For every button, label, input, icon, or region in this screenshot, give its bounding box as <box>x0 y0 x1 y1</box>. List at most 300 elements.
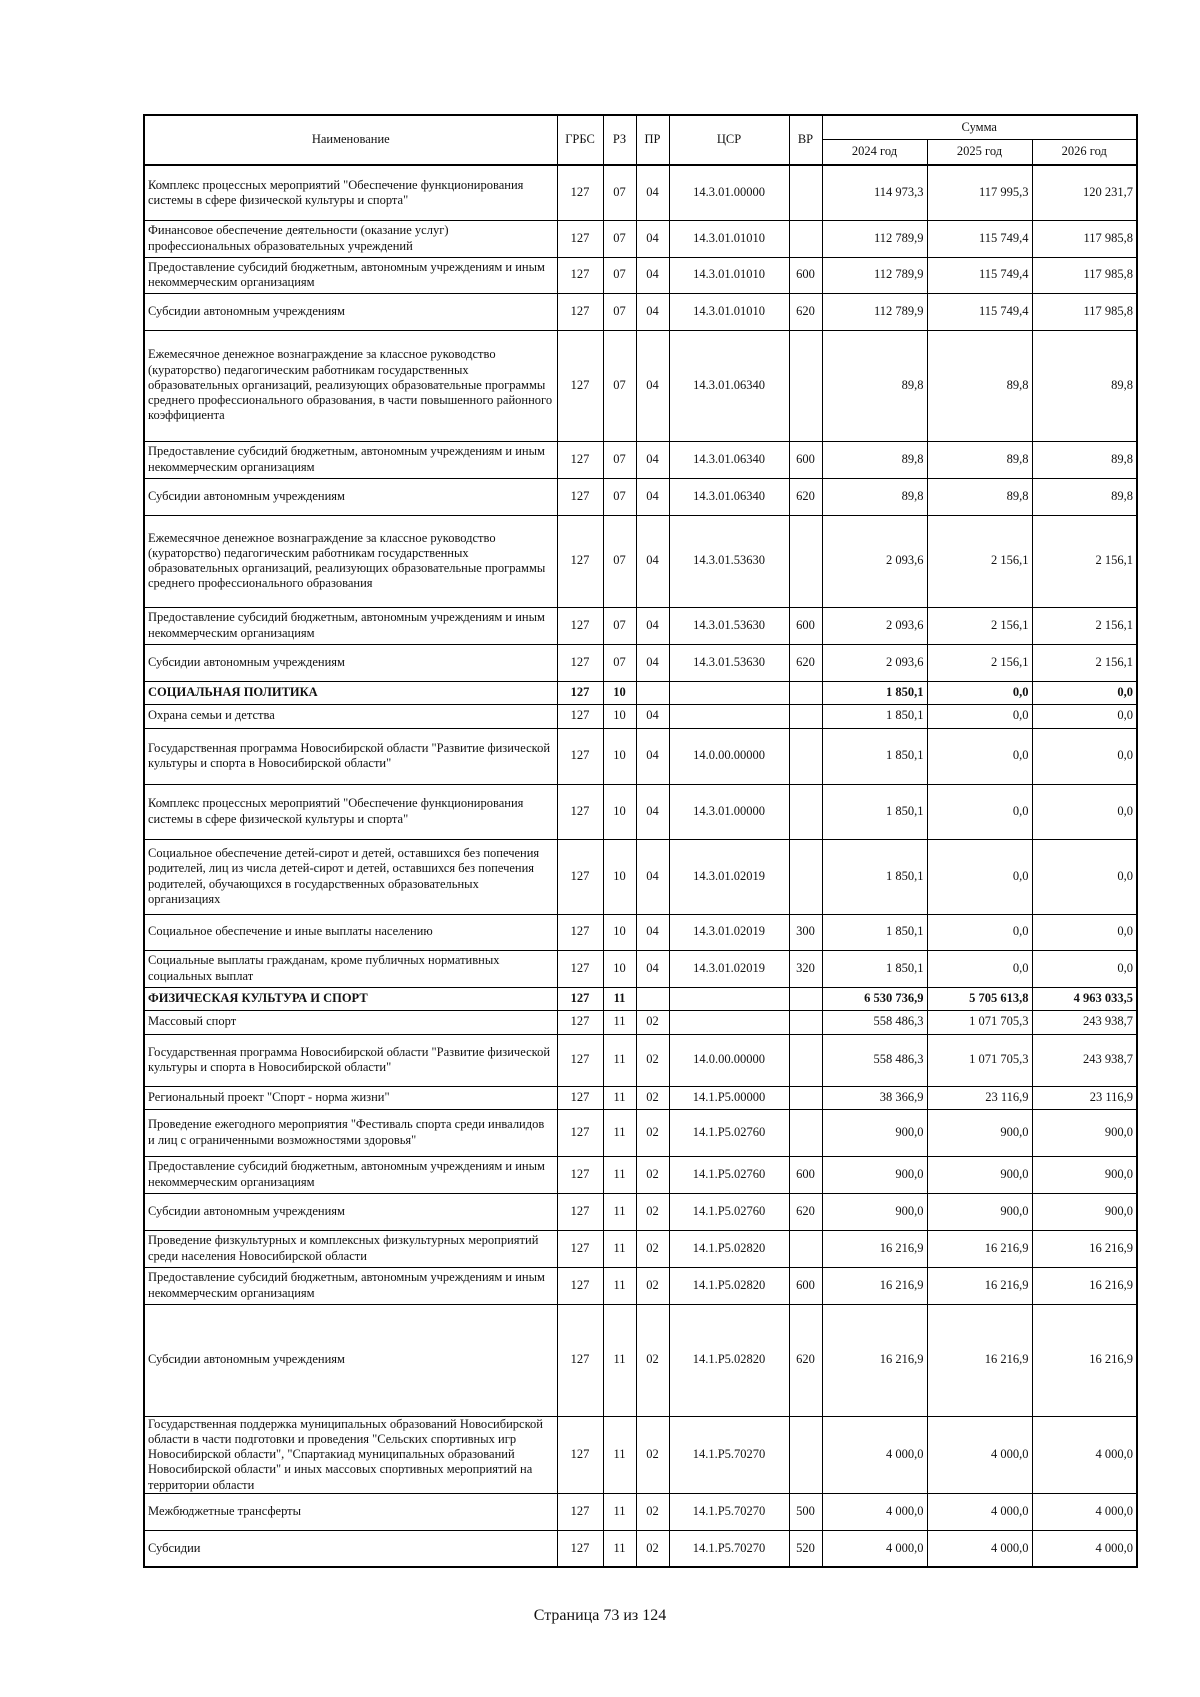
cell-name: Субсидии <box>144 1530 557 1567</box>
cell-rz: 11 <box>603 1267 636 1304</box>
cell-amount-2024: 558 486,3 <box>822 1010 927 1034</box>
cell-amount-2026: 89,8 <box>1032 478 1137 515</box>
cell-amount-2025: 4 000,0 <box>927 1530 1032 1567</box>
cell-grbs: 127 <box>557 515 603 607</box>
cell-amount-2025: 89,8 <box>927 330 1032 441</box>
cell-pr: 02 <box>636 1086 669 1109</box>
cell-vr: 520 <box>789 1530 822 1567</box>
cell-amount-2024: 16 216,9 <box>822 1267 927 1304</box>
cell-amount-2024: 1 850,1 <box>822 914 927 950</box>
cell-amount-2026: 23 116,9 <box>1032 1086 1137 1109</box>
cell-name: Региональный проект "Спорт - норма жизни" <box>144 1086 557 1109</box>
cell-grbs: 127 <box>557 293 603 330</box>
header-csr: ЦСР <box>669 115 789 165</box>
cell-vr <box>789 1416 822 1493</box>
table-row <box>144 950 1137 987</box>
cell-amount-2026: 900,0 <box>1032 1109 1137 1156</box>
cell-pr: 04 <box>636 607 669 644</box>
cell-amount-2025: 117 995,3 <box>927 165 1032 220</box>
cell-name: Массовый спорт <box>144 1010 557 1034</box>
cell-amount-2025: 4 000,0 <box>927 1493 1032 1530</box>
cell-pr: 04 <box>636 704 669 728</box>
cell-vr: 620 <box>789 1304 822 1416</box>
cell-vr <box>789 1230 822 1267</box>
cell-name: Ежемесячное денежное вознаграждение за классное руководство (кураторство) педагогическим работникам государственных образовательных организаций, реализующих образовательные программы среднего профессионального образования <box>144 515 557 607</box>
table-row <box>144 1230 1137 1267</box>
table-row <box>144 839 1137 914</box>
cell-amount-2026: 16 216,9 <box>1032 1267 1137 1304</box>
table-row <box>144 1193 1137 1230</box>
cell-vr <box>789 1034 822 1086</box>
cell-csr: 14.1.P5.02820 <box>669 1230 789 1267</box>
cell-amount-2025: 16 216,9 <box>927 1304 1032 1416</box>
table-row <box>144 1530 1137 1567</box>
cell-amount-2024: 1 850,1 <box>822 950 927 987</box>
cell-rz: 07 <box>603 515 636 607</box>
cell-name: Предоставление субсидий бюджетным, автономным учреждениям и иным некоммерческим организациям <box>144 1156 557 1193</box>
header-year-2025: 2025 год <box>927 139 1032 165</box>
cell-name: Субсидии автономным учреждениям <box>144 1304 557 1416</box>
table-row <box>144 607 1137 644</box>
cell-name: Предоставление субсидий бюджетным, автономным учреждениям и иным некоммерческим организациям <box>144 1267 557 1304</box>
table-row <box>144 1304 1137 1416</box>
cell-amount-2025: 2 156,1 <box>927 515 1032 607</box>
cell-name: Субсидии автономным учреждениям <box>144 644 557 681</box>
cell-amount-2024: 4 000,0 <box>822 1416 927 1493</box>
cell-csr: 14.3.01.02019 <box>669 950 789 987</box>
cell-name: Охрана семьи и детства <box>144 704 557 728</box>
cell-rz: 10 <box>603 681 636 704</box>
cell-rz: 07 <box>603 478 636 515</box>
cell-name: Проведение ежегодного мероприятия "Фестиваль спорта среди инвалидов и лиц с ограниченными возможностями здоровья" <box>144 1109 557 1156</box>
cell-amount-2026: 117 985,8 <box>1032 220 1137 257</box>
cell-name: Предоставление субсидий бюджетным, автономным учреждениям и иным некоммерческим организациям <box>144 607 557 644</box>
cell-amount-2025: 5 705 613,8 <box>927 987 1032 1010</box>
cell-amount-2026: 89,8 <box>1032 330 1137 441</box>
cell-rz: 07 <box>603 293 636 330</box>
cell-name: ФИЗИЧЕСКАЯ КУЛЬТУРА И СПОРТ <box>144 987 557 1010</box>
table-row <box>144 1267 1137 1304</box>
table-row <box>144 1493 1137 1530</box>
cell-pr: 04 <box>636 220 669 257</box>
cell-amount-2025: 1 071 705,3 <box>927 1034 1032 1086</box>
cell-csr: 14.1.P5.00000 <box>669 1086 789 1109</box>
cell-amount-2026: 4 000,0 <box>1032 1416 1137 1493</box>
cell-amount-2026: 4 000,0 <box>1032 1493 1137 1530</box>
cell-amount-2024: 38 366,9 <box>822 1086 927 1109</box>
cell-vr: 620 <box>789 1193 822 1230</box>
cell-grbs: 127 <box>557 1034 603 1086</box>
cell-vr <box>789 1010 822 1034</box>
cell-grbs: 127 <box>557 1109 603 1156</box>
cell-vr: 600 <box>789 441 822 478</box>
table-row <box>144 1086 1137 1109</box>
cell-vr: 620 <box>789 293 822 330</box>
cell-rz: 10 <box>603 784 636 839</box>
cell-rz: 11 <box>603 1010 636 1034</box>
table-row <box>144 441 1137 478</box>
cell-amount-2025: 0,0 <box>927 704 1032 728</box>
cell-amount-2025: 23 116,9 <box>927 1086 1032 1109</box>
cell-name: Проведение физкультурных и комплексных физкультурных мероприятий среди населения Новосибирской области <box>144 1230 557 1267</box>
cell-pr: 02 <box>636 1304 669 1416</box>
cell-amount-2024: 16 216,9 <box>822 1230 927 1267</box>
cell-rz: 10 <box>603 704 636 728</box>
cell-grbs: 127 <box>557 644 603 681</box>
cell-grbs: 127 <box>557 220 603 257</box>
cell-grbs: 127 <box>557 1086 603 1109</box>
cell-amount-2026: 4 000,0 <box>1032 1530 1137 1567</box>
cell-amount-2025: 900,0 <box>927 1156 1032 1193</box>
cell-vr <box>789 220 822 257</box>
cell-csr: 14.3.01.06340 <box>669 441 789 478</box>
budget-table <box>143 114 1138 1568</box>
cell-amount-2026: 900,0 <box>1032 1156 1137 1193</box>
cell-pr: 04 <box>636 330 669 441</box>
section-row <box>144 987 1137 1010</box>
cell-grbs: 127 <box>557 478 603 515</box>
table-body <box>144 165 1137 1567</box>
cell-csr: 14.3.01.01010 <box>669 293 789 330</box>
cell-csr <box>669 1010 789 1034</box>
cell-csr: 14.1.P5.70270 <box>669 1493 789 1530</box>
cell-amount-2024: 89,8 <box>822 330 927 441</box>
header-name: Наименование <box>144 115 557 165</box>
cell-pr: 04 <box>636 478 669 515</box>
cell-pr: 02 <box>636 1267 669 1304</box>
header-year-2024: 2024 год <box>822 139 927 165</box>
cell-vr: 320 <box>789 950 822 987</box>
cell-rz: 11 <box>603 1156 636 1193</box>
cell-amount-2026: 243 938,7 <box>1032 1010 1137 1034</box>
cell-amount-2024: 900,0 <box>822 1109 927 1156</box>
cell-rz: 11 <box>603 1493 636 1530</box>
cell-name: Ежемесячное денежное вознаграждение за классное руководство (кураторство) педагогическим работникам государственных образовательных организаций, реализующих образовательные программы среднего профессионального образования, в части повышенного районного коэффициента <box>144 330 557 441</box>
cell-pr <box>636 681 669 704</box>
cell-csr: 14.1.P5.02820 <box>669 1267 789 1304</box>
cell-amount-2024: 4 000,0 <box>822 1530 927 1567</box>
cell-pr: 02 <box>636 1193 669 1230</box>
cell-amount-2026: 16 216,9 <box>1032 1304 1137 1416</box>
cell-name: Социальное обеспечение и иные выплаты населению <box>144 914 557 950</box>
table-header <box>144 115 1137 165</box>
cell-grbs: 127 <box>557 950 603 987</box>
cell-name: Межбюджетные трансферты <box>144 1493 557 1530</box>
cell-csr: 14.3.01.53630 <box>669 607 789 644</box>
cell-grbs: 127 <box>557 1530 603 1567</box>
header-pr: ПР <box>636 115 669 165</box>
cell-grbs: 127 <box>557 1010 603 1034</box>
table-row <box>144 644 1137 681</box>
cell-rz: 11 <box>603 1034 636 1086</box>
header-year-2026: 2026 год <box>1032 139 1137 165</box>
cell-csr: 14.3.01.06340 <box>669 330 789 441</box>
cell-amount-2025: 89,8 <box>927 478 1032 515</box>
cell-csr: 14.1.P5.02760 <box>669 1193 789 1230</box>
table-row <box>144 293 1137 330</box>
cell-grbs: 127 <box>557 784 603 839</box>
cell-grbs: 127 <box>557 839 603 914</box>
header-vr: ВР <box>789 115 822 165</box>
cell-amount-2024: 1 850,1 <box>822 681 927 704</box>
cell-vr <box>789 681 822 704</box>
cell-vr <box>789 987 822 1010</box>
cell-csr: 14.3.01.01010 <box>669 257 789 293</box>
cell-name: Комплекс процессных мероприятий "Обеспечение функционирования системы в сфере физической культуры и спорта" <box>144 165 557 220</box>
cell-amount-2025: 2 156,1 <box>927 607 1032 644</box>
cell-pr <box>636 987 669 1010</box>
cell-csr: 14.0.00.00000 <box>669 728 789 784</box>
cell-vr: 600 <box>789 1156 822 1193</box>
cell-name: Субсидии автономным учреждениям <box>144 478 557 515</box>
cell-amount-2024: 2 093,6 <box>822 644 927 681</box>
cell-grbs: 127 <box>557 330 603 441</box>
cell-vr: 500 <box>789 1493 822 1530</box>
cell-pr: 02 <box>636 1010 669 1034</box>
cell-name: Государственная программа Новосибирской области "Развитие физической культуры и спорта в Новосибирской области" <box>144 728 557 784</box>
cell-rz: 10 <box>603 914 636 950</box>
cell-rz: 10 <box>603 839 636 914</box>
cell-amount-2024: 900,0 <box>822 1193 927 1230</box>
cell-rz: 10 <box>603 728 636 784</box>
cell-csr: 14.0.00.00000 <box>669 1034 789 1086</box>
cell-amount-2026: 0,0 <box>1032 681 1137 704</box>
cell-rz: 07 <box>603 644 636 681</box>
cell-pr: 02 <box>636 1416 669 1493</box>
cell-grbs: 127 <box>557 987 603 1010</box>
cell-amount-2026: 0,0 <box>1032 839 1137 914</box>
cell-amount-2026: 900,0 <box>1032 1193 1137 1230</box>
cell-amount-2025: 4 000,0 <box>927 1416 1032 1493</box>
cell-name: Комплекс процессных мероприятий "Обеспечение функционирования системы в сфере физической культуры и спорта" <box>144 784 557 839</box>
cell-amount-2026: 4 963 033,5 <box>1032 987 1137 1010</box>
cell-name: Государственная программа Новосибирской области "Развитие физической культуры и спорта в Новосибирской области" <box>144 1034 557 1086</box>
cell-amount-2025: 0,0 <box>927 784 1032 839</box>
cell-csr: 14.3.01.06340 <box>669 478 789 515</box>
cell-csr: 14.3.01.02019 <box>669 914 789 950</box>
cell-csr: 14.3.01.53630 <box>669 644 789 681</box>
cell-pr: 04 <box>636 728 669 784</box>
cell-pr: 04 <box>636 914 669 950</box>
cell-rz: 07 <box>603 257 636 293</box>
cell-grbs: 127 <box>557 704 603 728</box>
cell-amount-2026: 0,0 <box>1032 784 1137 839</box>
cell-name: Социальные выплаты гражданам, кроме публичных нормативных социальных выплат <box>144 950 557 987</box>
table-row <box>144 784 1137 839</box>
cell-csr <box>669 987 789 1010</box>
cell-vr <box>789 839 822 914</box>
cell-rz: 11 <box>603 1109 636 1156</box>
cell-rz: 11 <box>603 987 636 1010</box>
cell-vr: 600 <box>789 1267 822 1304</box>
cell-amount-2024: 89,8 <box>822 441 927 478</box>
page-number: Страница 73 из 124 <box>533 1607 667 1624</box>
cell-csr: 14.1.P5.02760 <box>669 1156 789 1193</box>
cell-rz: 11 <box>603 1230 636 1267</box>
cell-grbs: 127 <box>557 257 603 293</box>
cell-amount-2024: 112 789,9 <box>822 293 927 330</box>
cell-vr <box>789 330 822 441</box>
cell-amount-2024: 4 000,0 <box>822 1493 927 1530</box>
cell-grbs: 127 <box>557 1156 603 1193</box>
cell-pr: 04 <box>636 165 669 220</box>
cell-csr: 14.3.01.01010 <box>669 220 789 257</box>
cell-pr: 02 <box>636 1230 669 1267</box>
cell-amount-2024: 1 850,1 <box>822 784 927 839</box>
cell-grbs: 127 <box>557 728 603 784</box>
cell-grbs: 127 <box>557 165 603 220</box>
cell-name: Субсидии автономным учреждениям <box>144 1193 557 1230</box>
cell-pr: 04 <box>636 644 669 681</box>
cell-grbs: 127 <box>557 1416 603 1493</box>
cell-rz: 11 <box>603 1530 636 1567</box>
table-row <box>144 914 1137 950</box>
cell-amount-2024: 1 850,1 <box>822 704 927 728</box>
cell-vr: 300 <box>789 914 822 950</box>
cell-vr: 620 <box>789 644 822 681</box>
cell-pr: 04 <box>636 950 669 987</box>
cell-amount-2026: 0,0 <box>1032 704 1137 728</box>
cell-name: Предоставление субсидий бюджетным, автономным учреждениям и иным некоммерческим организациям <box>144 441 557 478</box>
cell-amount-2026: 0,0 <box>1032 914 1137 950</box>
cell-amount-2026: 120 231,7 <box>1032 165 1137 220</box>
cell-amount-2026: 2 156,1 <box>1032 607 1137 644</box>
cell-amount-2025: 1 071 705,3 <box>927 1010 1032 1034</box>
cell-amount-2024: 6 530 736,9 <box>822 987 927 1010</box>
cell-name: Социальное обеспечение детей-сирот и детей, оставшихся без попечения родителей, лиц из числа детей-сирот и детей, оставшихся без попечения родителей, обучающихся в государственных образовательных организациях <box>144 839 557 914</box>
cell-csr: 14.3.01.53630 <box>669 515 789 607</box>
cell-grbs: 127 <box>557 607 603 644</box>
table-row <box>144 1034 1137 1086</box>
header-sum: Сумма <box>822 115 1137 139</box>
cell-csr <box>669 681 789 704</box>
cell-rz: 11 <box>603 1416 636 1493</box>
cell-amount-2024: 1 850,1 <box>822 728 927 784</box>
cell-amount-2026: 0,0 <box>1032 950 1137 987</box>
cell-grbs: 127 <box>557 1267 603 1304</box>
cell-amount-2024: 16 216,9 <box>822 1304 927 1416</box>
table-row <box>144 728 1137 784</box>
cell-rz: 07 <box>603 441 636 478</box>
cell-vr <box>789 704 822 728</box>
cell-name: Государственная поддержка муниципальных образований Новосибирской области в части подготовки и проведения "Сельских спортивных игр Новосибирской области", "Спартакиад муниципальных образований Новосибирской области" и иных массовых спортивных мероприятий на территории области <box>144 1416 557 1493</box>
cell-vr <box>789 1086 822 1109</box>
cell-amount-2026: 243 938,7 <box>1032 1034 1137 1086</box>
cell-amount-2025: 115 749,4 <box>927 220 1032 257</box>
cell-grbs: 127 <box>557 1493 603 1530</box>
cell-csr: 14.3.01.00000 <box>669 784 789 839</box>
cell-vr: 600 <box>789 257 822 293</box>
cell-amount-2025: 89,8 <box>927 441 1032 478</box>
cell-vr: 600 <box>789 607 822 644</box>
cell-grbs: 127 <box>557 1230 603 1267</box>
cell-amount-2025: 900,0 <box>927 1109 1032 1156</box>
cell-vr <box>789 165 822 220</box>
cell-amount-2024: 900,0 <box>822 1156 927 1193</box>
cell-amount-2026: 2 156,1 <box>1032 644 1137 681</box>
cell-grbs: 127 <box>557 681 603 704</box>
cell-rz: 07 <box>603 220 636 257</box>
header-grbs: ГРБС <box>557 115 603 165</box>
cell-csr: 14.1.P5.02820 <box>669 1304 789 1416</box>
table-row <box>144 478 1137 515</box>
cell-csr: 14.3.01.02019 <box>669 839 789 914</box>
table-row <box>144 1416 1137 1493</box>
cell-amount-2024: 89,8 <box>822 478 927 515</box>
cell-csr: 14.1.P5.02760 <box>669 1109 789 1156</box>
cell-pr: 02 <box>636 1109 669 1156</box>
cell-vr: 620 <box>789 478 822 515</box>
cell-amount-2025: 0,0 <box>927 914 1032 950</box>
cell-rz: 07 <box>603 165 636 220</box>
cell-amount-2025: 0,0 <box>927 839 1032 914</box>
cell-vr <box>789 784 822 839</box>
cell-pr: 04 <box>636 515 669 607</box>
cell-amount-2026: 0,0 <box>1032 728 1137 784</box>
cell-name: Финансовое обеспечение деятельности (оказание услуг) профессиональных образовательных учреждений <box>144 220 557 257</box>
cell-rz: 07 <box>603 330 636 441</box>
cell-amount-2025: 115 749,4 <box>927 293 1032 330</box>
cell-amount-2026: 16 216,9 <box>1032 1230 1137 1267</box>
cell-amount-2025: 16 216,9 <box>927 1267 1032 1304</box>
cell-name: Субсидии автономным учреждениям <box>144 293 557 330</box>
cell-pr: 04 <box>636 293 669 330</box>
cell-csr: 14.3.01.00000 <box>669 165 789 220</box>
cell-amount-2025: 16 216,9 <box>927 1230 1032 1267</box>
cell-vr <box>789 1109 822 1156</box>
cell-amount-2024: 1 850,1 <box>822 839 927 914</box>
cell-amount-2026: 117 985,8 <box>1032 293 1137 330</box>
table-row <box>144 1156 1137 1193</box>
cell-rz: 07 <box>603 607 636 644</box>
cell-vr <box>789 728 822 784</box>
cell-amount-2024: 2 093,6 <box>822 515 927 607</box>
cell-grbs: 127 <box>557 1304 603 1416</box>
header-rz: РЗ <box>603 115 636 165</box>
cell-grbs: 127 <box>557 914 603 950</box>
cell-rz: 11 <box>603 1193 636 1230</box>
table-row <box>144 330 1137 441</box>
cell-amount-2025: 900,0 <box>927 1193 1032 1230</box>
cell-grbs: 127 <box>557 1193 603 1230</box>
cell-csr <box>669 704 789 728</box>
cell-amount-2025: 0,0 <box>927 950 1032 987</box>
cell-amount-2024: 114 973,3 <box>822 165 927 220</box>
cell-pr: 02 <box>636 1493 669 1530</box>
table-row <box>144 220 1137 257</box>
cell-pr: 02 <box>636 1530 669 1567</box>
cell-amount-2024: 2 093,6 <box>822 607 927 644</box>
table-row <box>144 257 1137 293</box>
cell-rz: 11 <box>603 1304 636 1416</box>
table-row <box>144 165 1137 220</box>
cell-rz: 10 <box>603 950 636 987</box>
cell-pr: 04 <box>636 784 669 839</box>
cell-amount-2025: 115 749,4 <box>927 257 1032 293</box>
cell-amount-2026: 89,8 <box>1032 441 1137 478</box>
cell-amount-2025: 0,0 <box>927 728 1032 784</box>
cell-csr: 14.1.P5.70270 <box>669 1530 789 1567</box>
cell-amount-2026: 117 985,8 <box>1032 257 1137 293</box>
cell-amount-2024: 558 486,3 <box>822 1034 927 1086</box>
section-row <box>144 681 1137 704</box>
cell-amount-2024: 112 789,9 <box>822 257 927 293</box>
cell-pr: 04 <box>636 257 669 293</box>
cell-pr: 02 <box>636 1034 669 1086</box>
cell-csr: 14.1.P5.70270 <box>669 1416 789 1493</box>
cell-vr <box>789 515 822 607</box>
cell-grbs: 127 <box>557 441 603 478</box>
